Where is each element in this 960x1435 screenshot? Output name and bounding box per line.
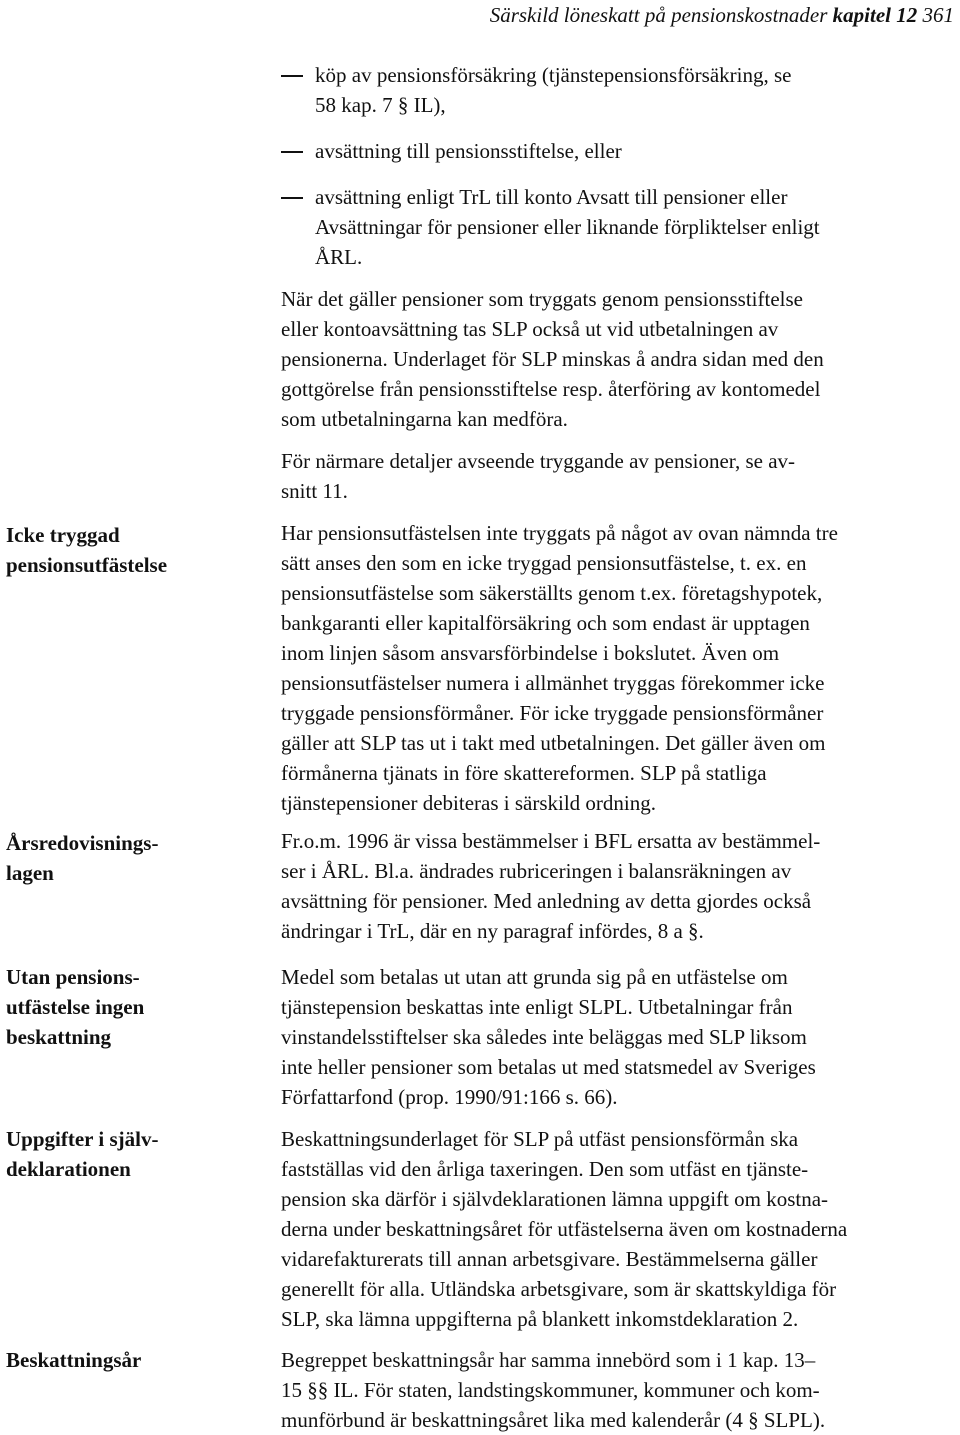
paragraph-self-declaration [281,1124,956,1334]
header-chapter: kapitel 12 [832,3,918,27]
margin-note-line: Icke tryggad [6,523,120,547]
margin-note-line: utfästelse ingen [6,995,145,1019]
dash-line: ÅRL. [315,245,363,269]
dash-item-account [281,182,956,272]
paragraph-unsecured [281,518,956,818]
paragraph-line: förmånerna tjänats in före skattereformen. SLP på statliga [281,761,767,785]
paragraph-line: snitt 11. [281,479,348,503]
paragraph-line: Författarfond (prop. 1990/91:166 s. 66). [281,1085,618,1109]
margin-note-line: beskattning [6,1025,112,1049]
paragraph-line: gottgörelse från pensionsstiftelse resp. återföring av kontomedel [281,377,821,401]
paragraph-line: ändringar i TrL, där en ny paragraf infördes, 8 a §. [281,919,704,943]
paragraph-line: pensionsutfästelse som säkerställts genom t.ex. företagshypotek, [281,581,823,605]
dash-line: 58 kap. 7 § IL), [315,93,446,117]
paragraph-line: Har pensionsutfästelsen inte tryggats på något av ovan nämnda tre [281,521,838,545]
paragraph-line: För närmare detaljer avseende tryggande av pensioner, se av- [281,449,796,473]
margin-note-line: Utan pensions- [6,965,140,989]
paragraph-line: bankgaranti eller kapitalförsäkring och som endast är upptagen [281,611,810,635]
paragraph-line: pension ska därför i självdeklarationen lämna uppgift om kostna- [281,1187,829,1211]
paragraph-secured-pensions [281,284,956,434]
paragraph-line: som utbetalningarna kan medföra. [281,407,568,431]
paragraph-line: pensionsutfästelser numera i allmänhet tryggas förekommer icke [281,671,825,695]
paragraph-line: inom linjen såsom ansvarsförbindelse i bokslutet. Även om [281,641,780,665]
paragraph-line: pensionerna. Underlaget för SLP minskas å andra sidan med den [281,347,824,371]
header-title: Särskild löneskatt på pensionskostnader [489,3,828,27]
paragraph-line: fastställas vid den årliga taxeringen. Den som utfäst en tjänste- [281,1157,809,1181]
paragraph-details [281,446,956,506]
margin-note-line: Årsredovisnings- [6,831,159,855]
paragraph-line: gäller att SLP tas ut i takt med utbetalningen. Det gäller även om [281,731,826,755]
paragraph-line: eller kontoavsättning tas SLP också ut vid utbetalningen av [281,317,779,341]
paragraph-line: SLP, ska lämna uppgifterna på blankett inkomstdeklaration 2. [281,1307,799,1331]
paragraph-line: tryggade pensionsförmåner. För icke tryggade pensionsförmåner [281,701,824,725]
dash-line: avsättning till pensionsstiftelse, eller [315,139,622,163]
paragraph-line: Fr.o.m. 1996 är vissa bestämmelser i BFL ersatta av bestämmel- [281,829,821,853]
paragraph-line: munförbund är beskattningsåret lika med kalenderår (4 § SLPL). [281,1408,826,1432]
dash-line: Avsättningar för pensioner eller liknande förpliktelser enligt [315,215,820,239]
paragraph-line: När det gäller pensioner som tryggats genom pensionsstiftelse [281,287,803,311]
paragraph-line: tjänstepension beskattas inte enligt SLPL. Utbetalningar från [281,995,793,1019]
margin-note-line: lagen [6,861,54,885]
margin-note-line: Beskattningsår [6,1348,142,1372]
paragraph-line: derna under beskattningsåret för utfästelserna även om kostnaderna [281,1217,848,1241]
dash-item-purchase [281,60,956,120]
paragraph-line: Medel som betalas ut utan att grunda sig på en utfästelse om [281,965,788,989]
paragraph-line: vidarefakturerats till annan arbetsgivare. Bestämmelserna gäller [281,1247,818,1271]
page-number: 361 [922,3,954,27]
paragraph-line: vinstandelsstiftelser ska således inte beläggas med SLP liksom [281,1025,807,1049]
margin-note-line: Uppgifter i själv- [6,1127,159,1151]
paragraph-arl [281,826,956,946]
margin-note-unsecured [6,520,246,580]
dash-item-foundation [281,136,956,166]
margin-note-no-taxation [6,962,246,1052]
margin-note-self-declaration [6,1124,246,1184]
paragraph-line: tjänstepensioner debiteras i särskild ordning. [281,791,656,815]
margin-note-tax-year [6,1345,246,1375]
paragraph-line: Begreppet beskattningsår har samma innebörd som i 1 kap. 13– [281,1348,816,1372]
paragraph-line: Beskattningsunderlaget för SLP på utfäst pensionsförmån ska [281,1127,799,1151]
dash-line: avsättning enligt TrL till konto Avsatt till pensioner eller [315,185,788,209]
margin-note-line: pensionsutfästelse [6,553,168,577]
paragraph-tax-year [281,1345,956,1435]
paragraph-line: ser i ÅRL. Bl.a. ändrades rubriceringen i balansräkningen av [281,859,792,883]
paragraph-line: avsättning för pensioner. Med anledning av detta gjordes också [281,889,812,913]
dash-line: köp av pensionsförsäkring (tjänstepensionsförsäkring, se [315,63,792,87]
paragraph-line: inte heller pensioner som betalas ut med statsmedel av Sveriges [281,1055,816,1079]
paragraph-no-taxation [281,962,956,1112]
margin-note-line: deklarationen [6,1157,131,1181]
paragraph-line: sätt anses den som en icke tryggad pensionsutfästelse, t. ex. en [281,551,807,575]
paragraph-line: generellt för alla. Utländska arbetsgivare, som är skattskyldiga för [281,1277,837,1301]
margin-note-arl [6,828,246,888]
paragraph-line: 15 §§ IL. För staten, landstingskommuner, kommuner och kom- [281,1378,820,1402]
running-header [490,0,954,30]
